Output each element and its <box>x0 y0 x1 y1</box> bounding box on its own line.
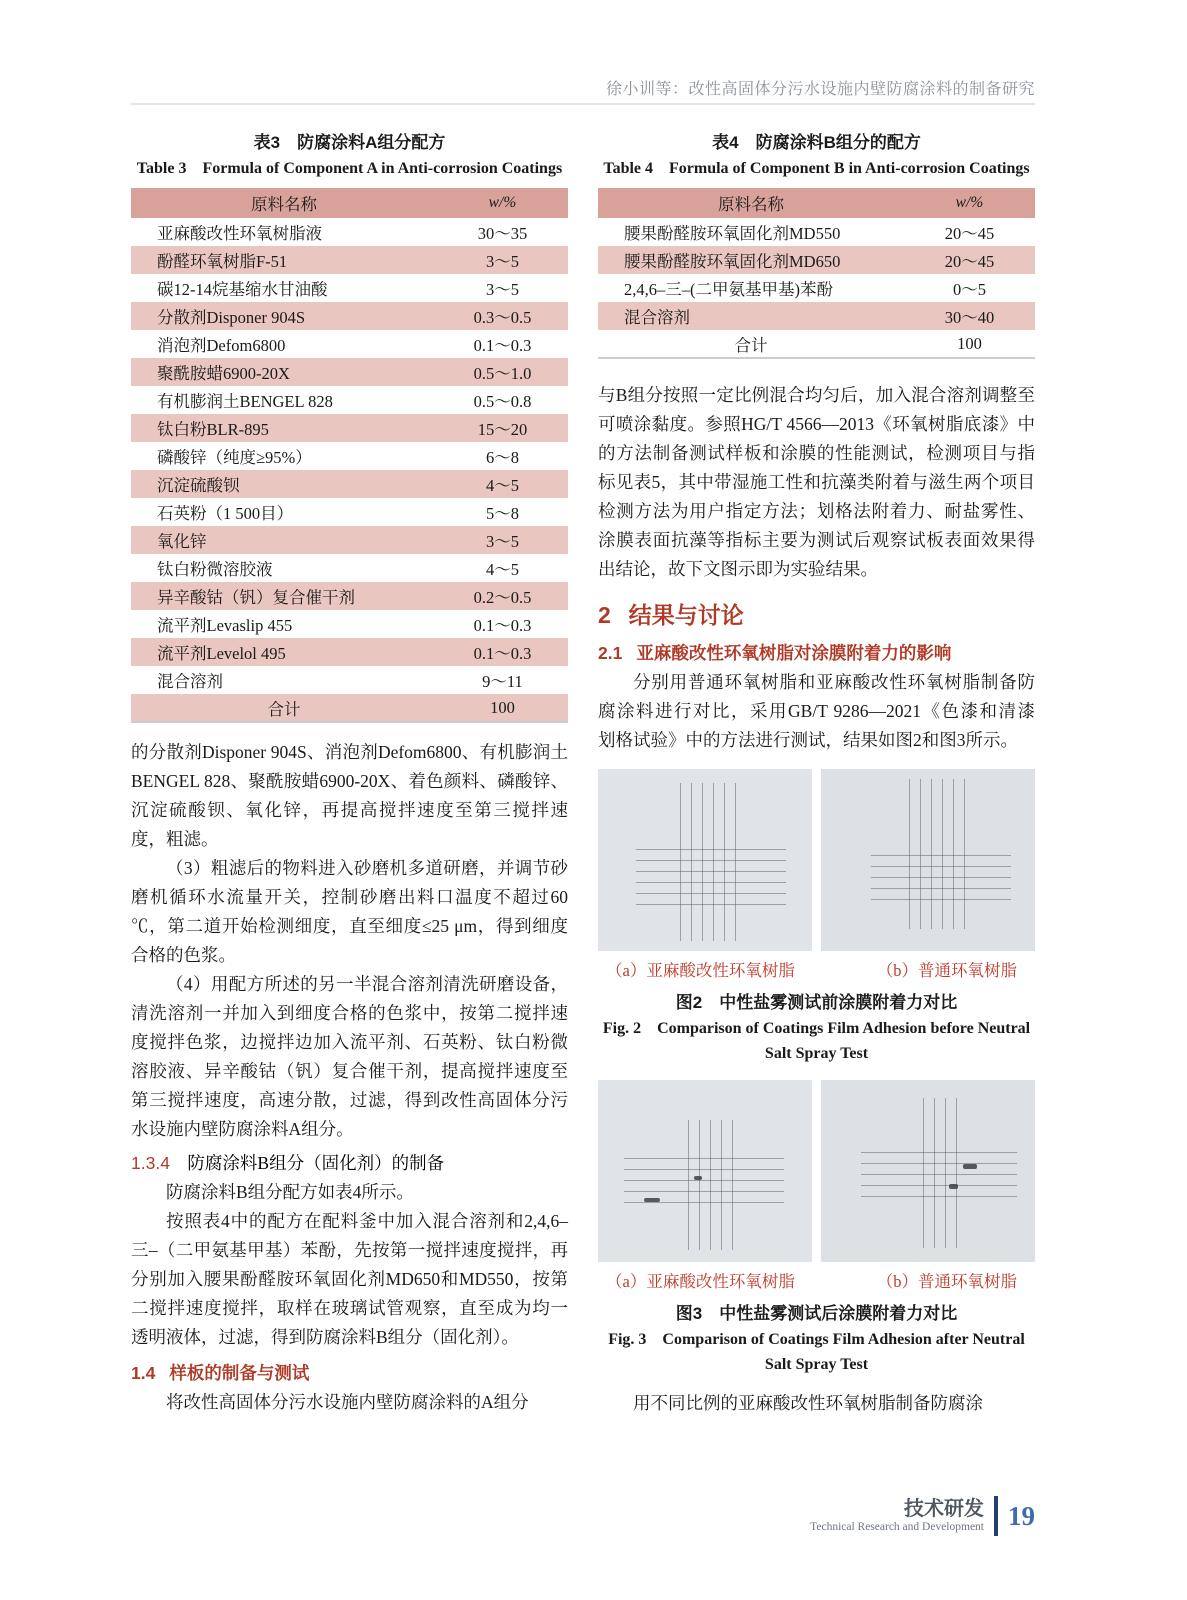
running-head: 徐小训等：改性高固体分污水设施内壁防腐涂料的制备研究 <box>605 81 1035 98</box>
weight-percent-cell: 3～5 <box>485 280 519 299</box>
table3-body <box>131 218 568 722</box>
weight-percent-cell: 30～40 <box>904 302 1035 330</box>
table3-title-en: Table 3 Formula of Component A in Anti-corrosion Coatings <box>136 160 563 177</box>
table-row <box>131 610 568 638</box>
paragraph: （4）用配方所述的另一半混合溶剂清洗研磨设备，清洗溶剂一并加入到细度合格的色浆中，按第二搅拌速度搅拌色浆，边搅拌边加入流平剂、石英粉、钛白粉微溶胶液、异辛酸钴（钒）复合催干剂，提高搅拌速度至第三搅拌速度，高速分散，过滤，得到改性高固体分污水设施内壁防腐涂料A组分。 <box>131 974 568 1139</box>
paragraph: 的分散剂Disponer 904S、消泡剂Defom6800、有机膨润土BENGEL 828、聚酰胺蜡6900-20X、着色颜料、磷酸锌、沉淀硫酸钡、氧化锌，再提高搅拌速度至第三搅拌速度，粗滤。 <box>131 742 568 849</box>
test-panel-photo-fig2-a <box>598 769 812 951</box>
table-row <box>131 386 568 414</box>
table4-body <box>598 218 1035 358</box>
table-row <box>131 302 568 330</box>
defect-speck <box>949 1184 958 1189</box>
table-row <box>131 470 568 498</box>
weight-percent-cell: 20～45 <box>904 246 1035 274</box>
table-row <box>131 582 568 610</box>
weight-percent-cell: 0.1～0.3 <box>473 616 532 635</box>
table3 <box>131 188 568 723</box>
table-row <box>598 246 1035 274</box>
weight-percent-cell: 30～35 <box>477 224 528 243</box>
page-content <box>131 130 1053 1418</box>
material-name-cell: 混合溶剂 <box>157 672 223 691</box>
material-name-cell: 合计 <box>734 335 768 355</box>
weight-percent-cell: 5～8 <box>485 504 519 523</box>
table3-header-row <box>131 188 568 218</box>
table-row <box>598 302 1035 330</box>
material-name-cell: 聚酰胺蜡6900-20X <box>131 358 437 386</box>
defect-speck <box>963 1164 977 1169</box>
material-name-cell: 磷酸锌（纯度≥95%） <box>157 448 312 467</box>
table-row <box>131 330 568 358</box>
material-name-cell: 腰果酚醛胺环氧固化剂MD550 <box>624 224 841 243</box>
footer-section-zh: 技术研发 <box>904 1498 984 1520</box>
right-column <box>598 130 1053 1418</box>
weight-percent-cell: 0.3～0.5 <box>437 302 568 330</box>
paragraph: （3）粗滤后的物料进入砂磨机多道研磨，并调节砂磨机循环水流量开关，控制砂磨出料口温度不超过60 ℃，第二道开始检测细度，直至细度≤25 μm，得到细度合格的色浆。 <box>131 858 568 965</box>
paragraph: 将改性高固体分污水设施内壁防腐涂料的A组分 <box>166 1392 529 1412</box>
material-name-cell: 2,4,6–三–(二甲氨基甲基)苯酚 <box>624 280 833 299</box>
figure-2 <box>598 769 1035 1066</box>
weight-percent-cell: 3～5 <box>437 246 568 274</box>
figure-2-sublabels <box>598 959 1035 983</box>
heading-2-1: 2.1 亚麻酸改性环氧树脂对涂膜附着力的影响 <box>598 643 952 663</box>
material-name-cell: 钛白粉微溶胶液 <box>157 560 273 579</box>
weight-percent-cell: 3～5 <box>437 526 568 554</box>
weight-percent-cell: 4～5 <box>437 470 568 498</box>
table-row <box>131 666 568 694</box>
figure-2-photos <box>598 769 1035 951</box>
table4-header-row <box>598 188 1035 218</box>
weight-percent-cell: 20～45 <box>944 224 995 243</box>
table-row <box>131 246 568 274</box>
footer-section <box>810 1498 984 1534</box>
material-name-cell: 混合溶剂 <box>598 302 904 330</box>
weight-percent-cell: 100 <box>437 694 568 722</box>
material-name-cell: 有机膨润土BENGEL 828 <box>157 392 333 411</box>
material-name-cell: 异辛酸钴（钒）复合催干剂 <box>131 582 437 610</box>
crosshatch-horizontal <box>871 845 1011 905</box>
material-name-cell: 碳12-14烷基缩水甘油酸 <box>157 280 328 299</box>
weight-percent-cell: 0～5 <box>952 280 986 299</box>
heading-1-3-4: 1.3.4 防腐涂料B组分（固化剂）的制备 <box>131 1153 445 1173</box>
table-row <box>131 414 568 442</box>
paragraph: 用不同比例的亚麻酸改性环氧树脂制备防腐涂 <box>633 1393 983 1413</box>
material-name-cell: 消泡剂Defom6800 <box>157 336 286 355</box>
material-name-cell: 沉淀硫酸钡 <box>131 470 437 498</box>
paragraph: 防腐涂料B组分配方如表4所示。 <box>166 1182 414 1202</box>
figure-2-caption-zh: 图2 中性盐雾测试前涂膜附着力对比 <box>675 993 958 1012</box>
crosshatch-horizontal <box>636 839 786 905</box>
table3-title-zh: 表3 防腐涂料A组分配方 <box>253 133 446 152</box>
crosshatch-vertical <box>678 1120 734 1250</box>
footer-divider-bar <box>994 1496 998 1536</box>
figure-2-label-b: （b）普通环氧树脂 <box>876 961 1017 980</box>
figure-3-photos <box>598 1080 1035 1262</box>
table-row <box>131 358 568 386</box>
table-row <box>598 330 1035 358</box>
left-column <box>131 130 568 1418</box>
heading-2: 2 结果与讨论 <box>598 602 744 628</box>
page-footer <box>131 1496 1035 1536</box>
table-row <box>131 694 568 722</box>
material-name-cell: 酚醛环氧树脂F-51 <box>131 246 437 274</box>
table3-col-weight: w/% <box>437 188 568 218</box>
weight-percent-cell: 0.5～1.0 <box>437 358 568 386</box>
defect-speck <box>694 1176 702 1180</box>
weight-percent-cell: 4～5 <box>485 560 519 579</box>
heading-1-4: 1.4 样板的制备与测试 <box>131 1363 310 1383</box>
table-row <box>598 274 1035 302</box>
test-panel-photo-fig3-b <box>821 1080 1035 1262</box>
material-name-cell: 钛白粉BLR-895 <box>131 414 437 442</box>
table-row <box>131 274 568 302</box>
material-name-cell: 石英粉（1 500目） <box>157 504 294 523</box>
figure-3 <box>598 1080 1035 1377</box>
weight-percent-cell: 100 <box>957 333 982 353</box>
material-name-cell: 氧化锌 <box>131 526 437 554</box>
paragraph: 与B组分按照一定比例混合均匀后，加入混合溶剂调整至可喷涂黏度。参照HG/T 4566—2013《环氧树脂底漆》中的方法制备测试样板和涂膜的性能测试，检测项目与指标见表5，其中带湿施工性和抗藻类附着与滋生两个项目检测方法为用户指定方法；划格法附着力、耐盐雾性、涂膜表面抗藻等指标主要为测试后观察试板表面效果得出结论，故下文图示即为实验结果。 <box>598 385 1035 579</box>
footer-section-en: Technical Research and Development <box>810 1521 984 1533</box>
figure-2-label-a: （a）亚麻酸改性环氧树脂 <box>606 961 795 980</box>
table-row <box>598 218 1035 246</box>
material-name-cell: 流平剂Levelol 495 <box>131 638 437 666</box>
table4 <box>598 188 1035 359</box>
table-row <box>131 498 568 526</box>
table-row <box>131 526 568 554</box>
figure-3-label-b: （b）普通环氧树脂 <box>876 1272 1017 1291</box>
table4-title-zh: 表4 防腐涂料B组分的配方 <box>712 133 921 152</box>
weight-percent-cell: 0.2～0.5 <box>437 582 568 610</box>
figure-3-sublabels <box>598 1270 1035 1294</box>
weight-percent-cell: 0.5～0.8 <box>473 392 532 411</box>
figure-3-caption-en: Fig. 3 Comparison of Coatings Film Adhesion after Neutral Salt Spray Test <box>608 1331 1025 1373</box>
table-row <box>131 218 568 246</box>
table4-title-en: Table 4 Formula of Component B in Anti-corrosion Coatings <box>603 160 1030 177</box>
material-name-cell: 分散剂Disponer 904S <box>131 302 437 330</box>
weight-percent-cell: 9～11 <box>482 672 523 691</box>
page-number: 19 <box>1008 1500 1035 1531</box>
table-row <box>131 554 568 582</box>
table-row <box>131 442 568 470</box>
material-name-cell: 合计 <box>131 694 437 722</box>
header-rule <box>131 103 1035 105</box>
crosshatch-vertical <box>913 1098 967 1248</box>
table-row <box>131 638 568 666</box>
weight-percent-cell: 0.1～0.3 <box>473 336 532 355</box>
figure-3-label-a: （a）亚麻酸改性环氧树脂 <box>606 1272 795 1291</box>
defect-speck <box>644 1198 660 1202</box>
weight-percent-cell: 6～8 <box>485 448 519 467</box>
weight-percent-cell: 15～20 <box>437 414 568 442</box>
material-name-cell: 腰果酚醛胺环氧固化剂MD650 <box>598 246 904 274</box>
table3-col-material: 原料名称 <box>131 188 437 218</box>
paragraph: 按照表4中的配方在配料釜中加入混合溶剂和2,4,6–三–（二甲氨基甲基）苯酚，先按第一搅拌速度搅拌，再分别加入腰果酚醛胺环氧固化剂MD650和MD550，按第二搅拌速度搅拌，取样在玻璃试管观察，直至成为均一透明液体，过滤，得到防腐涂料B组分（固化剂）。 <box>131 1211 568 1347</box>
weight-percent-cell: 0.1～0.3 <box>437 638 568 666</box>
figure-2-caption-en: Fig. 2 Comparison of Coatings Film Adhesion before Neutral Salt Spray Test <box>602 1020 1031 1062</box>
material-name-cell: 亚麻酸改性环氧树脂液 <box>157 224 322 243</box>
paragraph: 分别用普通环氧树脂和亚麻酸改性环氧树脂制备防腐涂料进行对比，采用GB/T 9286—2021《色漆和清漆 划格试验》中的方法进行测试，结果如图2和图3所示。 <box>598 672 1053 750</box>
material-name-cell: 流平剂Levaslip 455 <box>157 616 293 635</box>
table4-col-weight: w/% <box>904 188 1035 218</box>
figure-3-caption-zh: 图3 中性盐雾测试后涂膜附着力对比 <box>675 1304 958 1323</box>
test-panel-photo-fig2-b <box>821 769 1035 951</box>
test-panel-photo-fig3-a <box>598 1080 812 1262</box>
table4-col-material: 原料名称 <box>598 188 904 218</box>
